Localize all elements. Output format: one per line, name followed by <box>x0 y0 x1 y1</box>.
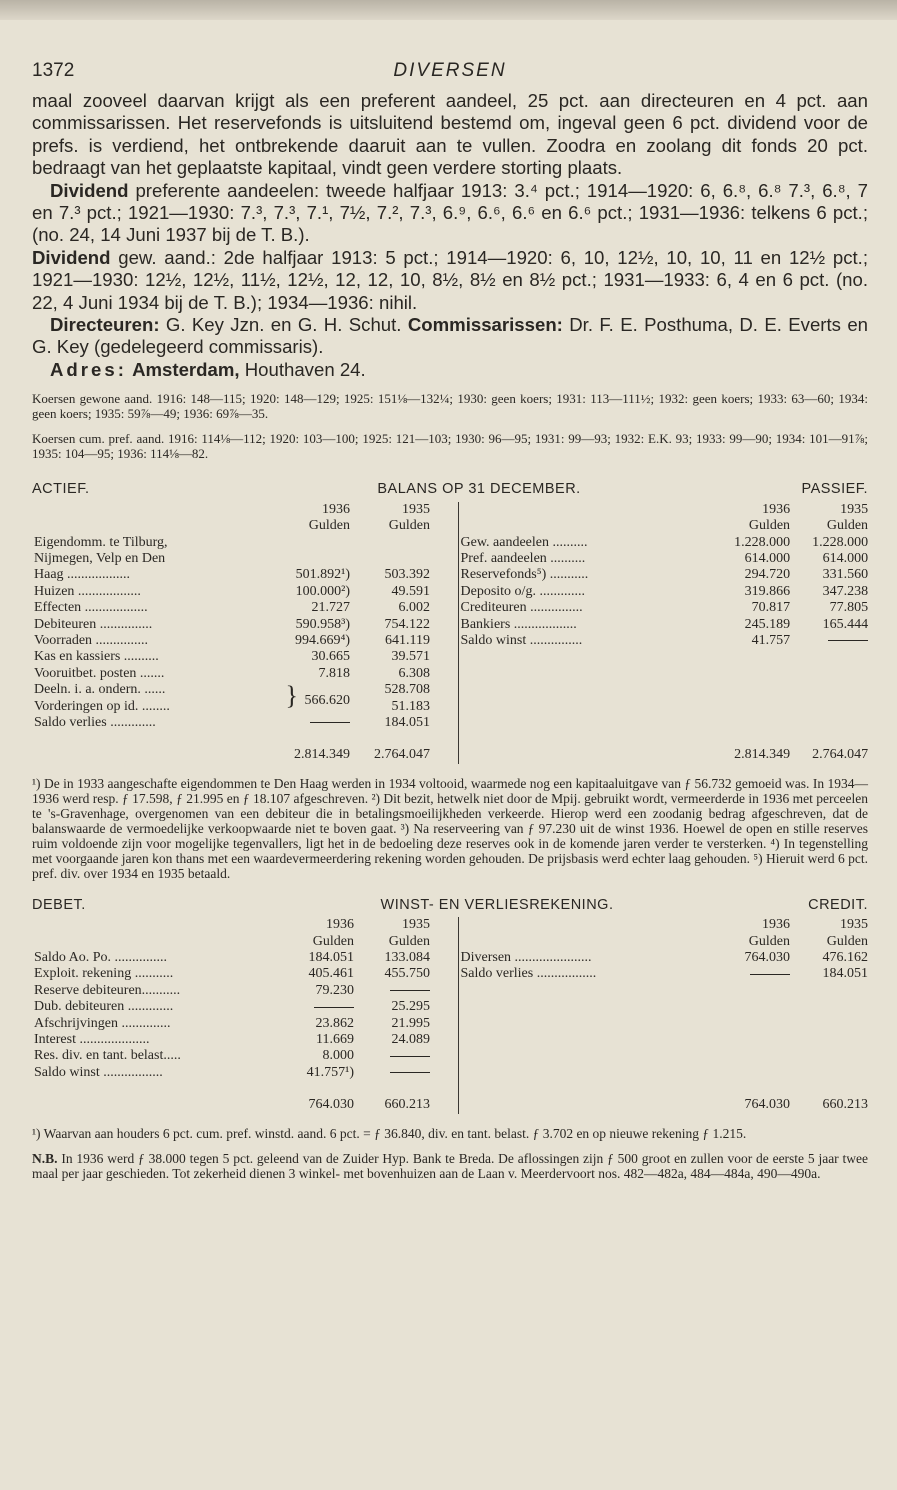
credit-1935: 476.162 <box>822 950 868 965</box>
actief-1936 <box>268 551 350 567</box>
year-1936: 1936 <box>762 917 790 933</box>
year-1936: 1936 <box>322 501 350 517</box>
balance-footnotes: ¹) De in 1933 aangeschafte eigendommen te Den Haag werden in 1934 voltooid, waarmede nog een kapitaaluitgave van ƒ 56.732 gemoeid was. In 1934—1936 werd resp. ƒ 17.598, ƒ 21.995 en ƒ 18.107 afgeschreven. ²) Dit bezit, hetwelk niet door de Mpij. gebruikt wordt, vermeerderde in 1936 met perceelen te 's-Gravenhage, overgenomen van een debiteur die in betalingsmoeilijkheden verkeerde. Hierop werd een zoodanig bedrag afgeschreven, dat de balanswaarde de vermoedelijke verkoopwaarde niet te boven gaat. ³) Na reserveering van ƒ 97.230 uit de winst 1936. Hoewel de open en stille reserves ruim voldoende zijn voor mogelijke tegenvallers, ligt het in de bedoeling deze reserves ook in de komende jaren verder te versterken. ⁴) In tegenstelling met voorgaande jaren kon thans met een waardevermeerdering rekening worden gehouden. De prijsbasis werd echter laag gehouden. ⁵) Hieruit werd 6 pct. pref. div. over 1934 en 1935 betaald. <box>32 775 868 881</box>
table-row <box>32 633 868 649</box>
actief-label: Kas en kassiers .......... <box>34 649 159 665</box>
total-actief-1935: 2.764.047 <box>374 747 430 763</box>
actief-caption: ACTIEF. <box>32 481 90 498</box>
table-row <box>32 950 868 966</box>
unit-label: Gulden <box>748 518 791 534</box>
dividend-pref-text: preferente aandeelen: tweede halfjaar 1913: 3.⁴ pct.; 1914—1920: 6, 6.⁸, 6.⁸ 7.³, 6.⁸, 7 en 7.³ pct.; 1921—1930: 7.³, 7.³, 7.¹, 7½, 7.², 7.³, 6.⁹, 6.⁶, 6.⁶ en 6.⁶ pct.; 1931—1936: telkens 6 pct.; (no. 24, 14 Juni 1937 bij de T. B.). <box>32 179 868 246</box>
unit-label: Gulden <box>748 933 790 949</box>
actief-label: Debiteuren ............... <box>34 616 153 632</box>
passief-1936: 294.720 <box>744 567 791 583</box>
actief-1936: 100.000²) <box>295 583 350 599</box>
balance-unit-row <box>32 518 868 534</box>
table-row <box>32 1032 868 1048</box>
debet-1935: 25.295 <box>391 999 430 1015</box>
passief-label: Deposito o/g. ............. <box>460 583 585 599</box>
debet-1936 <box>284 999 354 1015</box>
koersen-gewone: Koersen gewone aand. 1916: 148—115; 1920: 148—129; 1925: 151⅛—132¼; 1930: geen koers; 1931: 113—111½; 1932: geen koers; 1933: 63—60; 1934: geen koers; 1935: 59⅞—49; 1936: 69⅞—35. <box>32 391 868 422</box>
actief-1935: 6.002 <box>398 600 430 616</box>
share-prices <box>32 391 868 461</box>
balance-sheet <box>32 481 868 764</box>
passief-label: Crediteuren ............... <box>460 600 583 616</box>
directeuren-text: G. Key Jzn. en G. H. Schut. <box>165 314 402 336</box>
debet-1935 <box>354 1048 430 1064</box>
profit-loss-account <box>32 897 868 1114</box>
adres-label: Adres: <box>50 358 127 380</box>
nil-dash <box>390 990 430 991</box>
debet-1936: 23.862 <box>315 1015 354 1031</box>
table-row <box>32 666 868 682</box>
table-row <box>32 715 868 731</box>
actief-label: Voorraden ............... <box>34 632 149 648</box>
table-row <box>32 1048 868 1064</box>
actief-label: Eigendomm. te Tilburg, <box>34 534 168 550</box>
year-1935: 1935 <box>402 501 430 517</box>
debet-1935: 24.089 <box>391 1032 430 1048</box>
nil-dash <box>310 722 350 723</box>
debet-label: Exploit. rekening ........... <box>34 966 174 982</box>
year-1936: 1936 <box>762 501 791 517</box>
year-1935: 1935 <box>840 501 869 517</box>
nil-dash <box>750 974 790 975</box>
passief-label: Saldo winst ............... <box>460 632 583 648</box>
nil-dash <box>314 1007 354 1008</box>
total-actief-1936: 2.814.349 <box>294 747 350 763</box>
table-row <box>32 1016 868 1032</box>
actief-label: Nijmegen, Velp en Den <box>34 550 166 566</box>
passief-1936: 614.000 <box>744 550 791 566</box>
document-page <box>32 56 868 1181</box>
debet-label: Saldo winst ................. <box>34 1064 163 1080</box>
unit-label: Gulden <box>312 933 354 949</box>
actief-1935: 51.183 <box>391 698 430 714</box>
actief-label: Saldo verlies ............. <box>34 714 156 730</box>
balance-title: BALANS OP 31 DECEMBER. <box>377 481 581 498</box>
page-header <box>32 56 868 90</box>
credit-1936: 764.030 <box>744 950 790 965</box>
total-credit-1936: 764.030 <box>744 1097 790 1113</box>
credit-label: Diversen ...................... <box>460 950 592 965</box>
passief-1935: 1.228.000 <box>812 534 869 550</box>
nil-dash <box>390 1056 430 1057</box>
passief-1935: 331.560 <box>822 567 869 583</box>
address-paragraph <box>32 359 868 381</box>
winst-title: WINST- EN VERLIESREKENING. <box>380 896 614 913</box>
debet-1936: 79.230 <box>315 982 354 998</box>
brace-value-cell <box>268 682 350 715</box>
table-row <box>32 584 868 600</box>
credit-1935: 184.051 <box>822 966 868 982</box>
actief-1936: 590.958³) <box>295 616 350 632</box>
adres-street: Houthaven 24. <box>244 358 366 380</box>
commissarissen-label: Commissarissen: <box>407 314 563 336</box>
balance-totals <box>32 741 868 763</box>
debet-label: Interest .................... <box>34 1032 150 1048</box>
actief-1935: 39.571 <box>391 649 430 665</box>
total-credit-1935: 660.213 <box>822 1097 868 1113</box>
brace: } <box>285 682 305 710</box>
unit-label: Gulden <box>388 933 430 949</box>
passief-1936: 1.228.000 <box>734 534 791 550</box>
actief-1935 <box>350 551 430 567</box>
winst-totals <box>32 1091 868 1113</box>
dividend-gew-text: gew. aand.: 2de halfjaar 1913: 5 pct.; 1914—1920: 6, 10, 12½, 10, 10, 11 en 12½ pct.; 1921—1930: 12½, 12½, 11½, 12½, 12, 12, 10, 8½, 8½ en 8½ pct.; 1931—1933: 6, 4 en 6 pct. (no. 22, 4 Juni 1934 bij de T. B.); 1934—1936: nihil. <box>32 246 868 313</box>
adres-city: Amsterdam, <box>132 358 240 380</box>
debet-label: Res. div. en tant. belast..... <box>34 1048 181 1064</box>
table-row <box>32 966 868 982</box>
unit-label: Gulden <box>308 518 350 534</box>
debet-1935: 21.995 <box>391 1015 430 1031</box>
unit-label: Gulden <box>826 518 869 534</box>
total-debet-1936: 764.030 <box>308 1097 354 1113</box>
actief-1935: 6.308 <box>398 665 430 681</box>
debet-1936: 405.461 <box>308 966 354 982</box>
passief-1936: 319.866 <box>744 583 791 599</box>
actief-1936: 7.818 <box>318 665 350 681</box>
passief-1935: 347.238 <box>822 583 869 599</box>
winst-captions <box>32 897 868 917</box>
dividend-label: Dividend <box>32 246 111 268</box>
credit-1936 <box>712 966 790 982</box>
passief-1935: 165.444 <box>822 616 869 632</box>
table-row <box>32 983 868 999</box>
total-passief-1935: 2.764.047 <box>812 747 869 763</box>
total-passief-1936: 2.814.349 <box>734 747 791 763</box>
table-row <box>32 600 868 616</box>
actief-label: Huizen .................. <box>34 583 141 599</box>
directeuren-label: Directeuren: <box>50 314 160 336</box>
actief-1936 <box>268 715 350 731</box>
actief-label: Deeln. i. a. ondern. ...... <box>34 682 166 698</box>
table-row <box>32 682 868 698</box>
passief-1936: 70.817 <box>751 600 791 616</box>
total-debet-1935: 660.213 <box>384 1097 430 1113</box>
table-row <box>32 699 868 715</box>
actief-label: Vooruitbet. posten ....... <box>34 665 165 681</box>
actief-1935: 754.122 <box>384 616 430 632</box>
running-title: DIVERSEN <box>393 60 507 81</box>
balance-year-row <box>32 502 868 518</box>
winst-footnote: ¹) Waarvan aan houders 6 pct. cum. pref. winstd. aand. 6 pct. = ƒ 36.840, div. en tant. belast. ƒ 3.702 en op nieuwe rekening ƒ 1.215. <box>32 1125 747 1141</box>
actief-1936: 30.665 <box>311 649 350 665</box>
actief-label: Haag .................. <box>34 567 131 583</box>
debet-1935 <box>354 983 430 999</box>
dividend-label: Dividend <box>50 179 129 201</box>
passief-label: Gew. aandeelen .......... <box>460 534 588 550</box>
debet-1935: 133.084 <box>384 950 430 965</box>
table-row <box>32 999 868 1015</box>
debet-caption: DEBET. <box>32 896 86 913</box>
debet-1936: 41.757¹) <box>306 1064 354 1080</box>
table-row <box>32 1065 868 1081</box>
actief-label: Effecten .................. <box>34 600 148 616</box>
unit-label: Gulden <box>826 933 868 949</box>
balance-captions <box>32 481 868 501</box>
actief-1935: 641.119 <box>385 632 430 648</box>
unit-label: Gulden <box>388 518 430 534</box>
table-row <box>32 535 868 551</box>
passief-label: Reservefonds⁵) ........... <box>460 567 589 583</box>
actief-1936: 994.669⁴) <box>294 632 350 648</box>
year-1935: 1935 <box>840 917 868 933</box>
nb-text: In 1936 werd ƒ 38.000 tegen 5 pct. geleend van de Zuider Hyp. Bank te Breda. De aflossingen zijn ƒ 500 groot en zullen voor de eerste 5 jaar twee maal per jaar geschieden. Tot zekerheid dienen 3 winkel- met bovenhuizen aan de Laan v. Meerdervoort nos. 482—482a, 484—484a, 490—490a. <box>32 1150 868 1181</box>
nil-dash <box>828 640 868 641</box>
actief-1935: 184.051 <box>384 714 430 730</box>
page-top-edge <box>0 0 897 20</box>
actief-1935: 49.591 <box>391 583 430 599</box>
actief-1936 <box>268 535 350 551</box>
actief-label: Vorderingen op id. ........ <box>34 698 170 714</box>
dividend-pref-paragraph <box>32 180 868 247</box>
actief-1935: 503.392 <box>384 567 430 583</box>
commissarissen-text: Dr. F. E. Posthuma, D. E. Everts en G. Key (gedelegeerd commissaris). <box>32 314 869 358</box>
passief-label: Bankiers .................. <box>460 616 577 632</box>
company-description <box>32 90 868 381</box>
statutes-paragraph: maal zooveel daarvan krijgt als een preferent aandeel, 25 pct. aan directeuren en 4 pct. aan commissarissen. Het reservefonds is uitsluitend bestemd om, ingeval geen 6 pct. dividend voor de prefs. is verdiend, het ontbrekende daaruit aan te vullen. Zoodra en zoolang dit fonds 20 pct. bedraagt van het geplaatste kapitaal, vindt geen verdere storting plaats. <box>32 90 868 179</box>
combined-value: 566.620 <box>304 692 350 708</box>
passief-1935: 77.805 <box>829 600 869 616</box>
winst-unit-row <box>32 934 868 950</box>
table-row <box>32 567 868 583</box>
debet-1936: 11.669 <box>316 1032 354 1048</box>
actief-1936: 21.727 <box>311 600 350 616</box>
nil-dash <box>390 1072 430 1073</box>
debet-label: Reserve debiteuren........... <box>34 982 181 998</box>
year-1936: 1936 <box>326 917 354 933</box>
debet-label: Saldo Ao. Po. ............... <box>34 950 168 965</box>
passief-1935 <box>790 633 868 649</box>
passief-1935: 614.000 <box>822 550 869 566</box>
passief-1936: 41.757 <box>751 632 791 648</box>
actief-1935 <box>350 535 430 551</box>
credit-caption: CREDIT. <box>808 896 868 913</box>
debet-1935 <box>354 1065 430 1081</box>
table-row <box>32 649 868 665</box>
winst-year-row <box>32 917 868 933</box>
year-1935: 1935 <box>402 917 430 933</box>
passief-label: Pref. aandeelen .......... <box>460 550 586 566</box>
credit-label: Saldo verlies ................. <box>460 966 597 982</box>
nb-paragraph <box>32 1151 868 1181</box>
debet-1936: 8.000 <box>322 1048 354 1064</box>
table-row <box>32 551 868 567</box>
passief-caption: PASSIEF. <box>801 481 869 498</box>
debet-1935: 455.750 <box>384 966 430 982</box>
table-row <box>32 617 868 633</box>
page-number: 1372 <box>32 60 75 81</box>
dividend-gew-paragraph <box>32 247 868 314</box>
debet-1936: 184.051 <box>308 950 354 965</box>
koersen-cum-pref: Koersen cum. pref. aand. 1916: 114⅛—112; 1920: 103—100; 1925: 121—103; 1930: 96—95; 1931: 99—93; 1932: E.K. 93; 1933: 99—90; 1934: 101—91⅞; 1935: 104—95; 1936: 114⅛—82. <box>32 431 868 462</box>
actief-1936: 501.892¹) <box>295 567 350 583</box>
debet-label: Dub. debiteuren ............. <box>34 999 174 1015</box>
debet-label: Afschrijvingen .............. <box>34 1015 171 1031</box>
passief-1936: 245.189 <box>744 616 791 632</box>
management-paragraph <box>32 314 868 359</box>
actief-1935: 528.708 <box>384 682 430 698</box>
nb-label: N.B. <box>32 1150 58 1166</box>
